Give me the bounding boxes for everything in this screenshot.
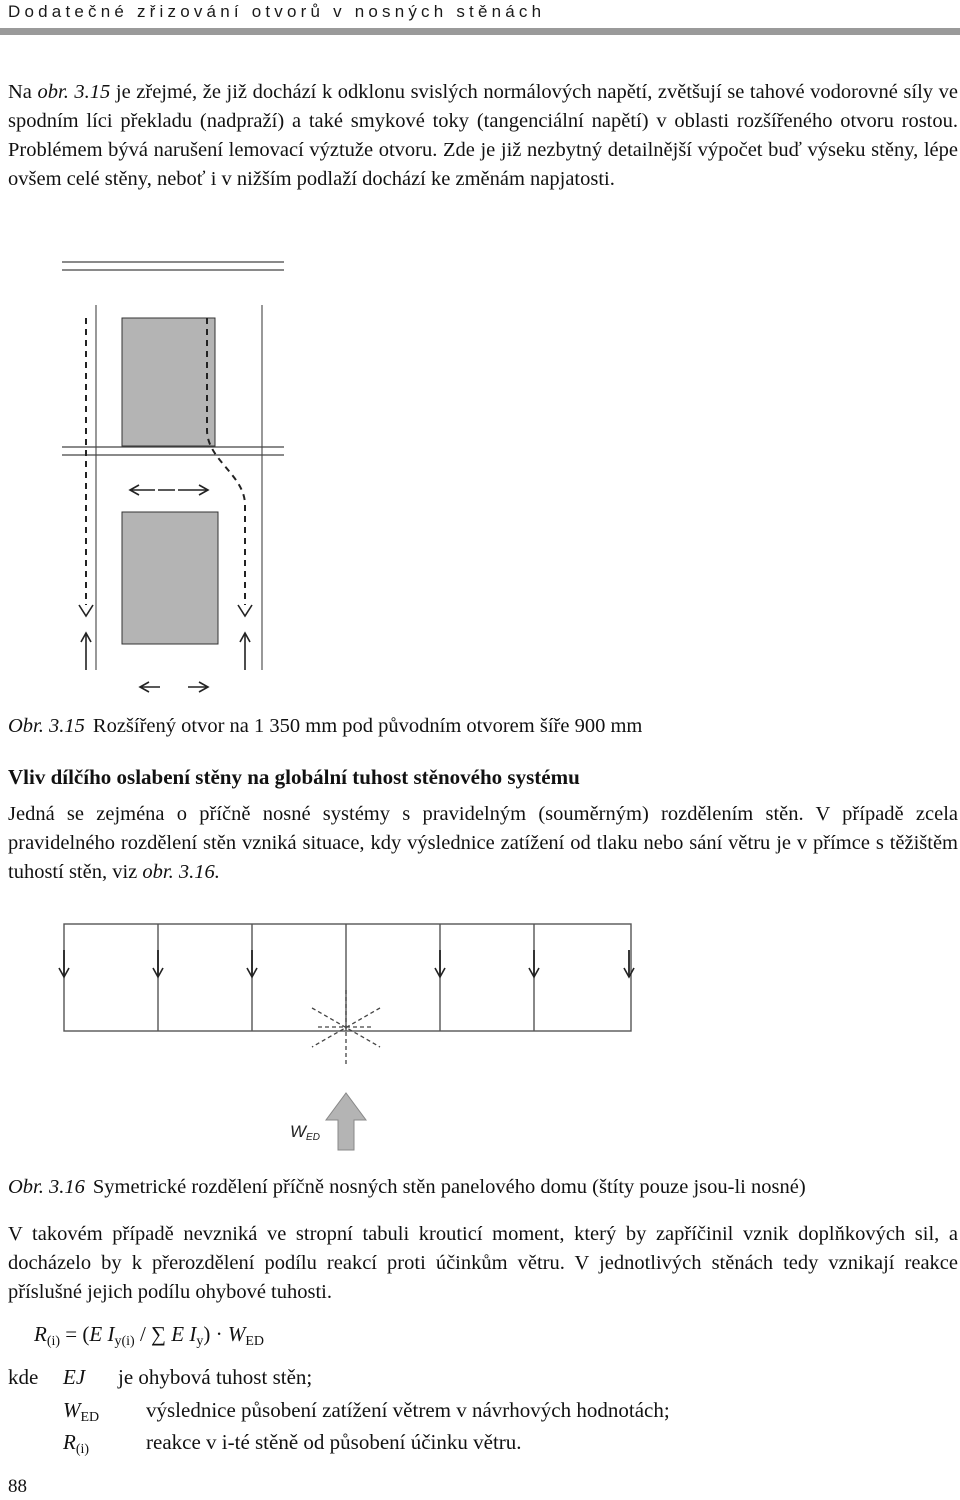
- figure-3-16-caption: [8, 1173, 958, 1201]
- definition-symbol: EJ: [63, 1365, 86, 1389]
- wind-load-arrow: [326, 1093, 366, 1150]
- figure-ref-3-16: obr. 3.16.: [142, 861, 220, 883]
- definition-text: výslednice působení zatížení větrem v návrhových hodnotách;: [146, 1398, 670, 1422]
- header-rule: [0, 28, 960, 35]
- page-number: 88: [8, 1476, 27, 1497]
- paragraph-systems-text: Jedná se zejména o příčně nosné systémy s pravidelným (souměrným) rozdělením stěn. V případě zcela pravidelného rozdělení stěn vzniká situace, kdy výslednice zatížení od tlaku nebo sání větru je v přímce s těžištěm tuhostí stěn, viz: [8, 803, 958, 883]
- section-heading: Vliv dílčího oslabení stěny na globální tuhost stěnového systému: [8, 765, 580, 789]
- arrow-head-down-left: [79, 605, 93, 616]
- paragraph-systems: [8, 800, 958, 887]
- paragraph-reactions: V takovém případě nevzniká ve stropní tabuli krouticí moment, který by zapříčinil vznik doplňkových sil, a docházelo by k přerozdělení podílu reakcí proti účinkům větru. V jednotlivých stěnách tedy vznikají reakce příslušné jejich podílu ohybové tuhosti.: [8, 1223, 958, 1303]
- paragraph-intro-lead: Na: [8, 81, 38, 103]
- building-outline: [64, 924, 631, 1031]
- figure-3-15-text: Rozšířený otvor na 1 350 mm pod původním otvorem šíře 900 mm: [92, 715, 643, 737]
- paragraph-intro-text: je zřejmé, že již dochází k odklonu svislých normálových napětí, zvětšují se tahové vodorovné síly ve spodním líci překladu (nadpraží) a také smykové toky (tangenciální napětí) v oblasti rozšířeného otvoru rostou. Problémem bývá narušení lemovací výztuže otvoru. Zde je již nezbytný detailnější výpočet buď výseku stěny, lépe ovšem celé stěny, neboť i v nižším podlaží dochází ke změnám napjatosti.: [8, 81, 958, 190]
- figure-3-16-number: Obr. 3.16: [8, 1176, 85, 1198]
- definition-kde: kde: [8, 1365, 39, 1389]
- original-opening: [122, 318, 215, 446]
- enlarged-opening: [122, 512, 218, 644]
- arrow-head-down-right: [238, 605, 252, 616]
- definition-row: [8, 1365, 313, 1390]
- figure-3-15-diagram: [50, 250, 310, 705]
- figure-ref-3-15: obr. 3.15: [37, 81, 111, 103]
- paragraph-intro: [8, 78, 958, 194]
- definition-text: je ohybová tuhost stěn;: [118, 1365, 313, 1389]
- wind-load-label: WED: [290, 1122, 320, 1143]
- running-header: Dodatečné zřizování otvorů v nosných stěnách: [8, 2, 546, 21]
- definition-text: reakce v i-té stěně od působení účinku větru.: [146, 1430, 522, 1454]
- figure-3-16-diagram: [50, 915, 670, 1160]
- figure-3-15-number: Obr. 3.15: [8, 715, 85, 737]
- figure-3-15-caption: [8, 712, 958, 740]
- definition-symbol: $R_{(i)}$: [63, 1430, 90, 1457]
- figure-3-16-text: Symetrické rozdělení příčně nosných stěn panelového domu (štíty pouze jsou-li nosné): [92, 1176, 806, 1198]
- reaction-formula: $R_{(i)} = (E$ $I_{y(i)}$ / ∑ E $I_y) \cdot W_{ED}$: [34, 1322, 264, 1349]
- definition-symbol: $W_{ED}$: [63, 1398, 100, 1425]
